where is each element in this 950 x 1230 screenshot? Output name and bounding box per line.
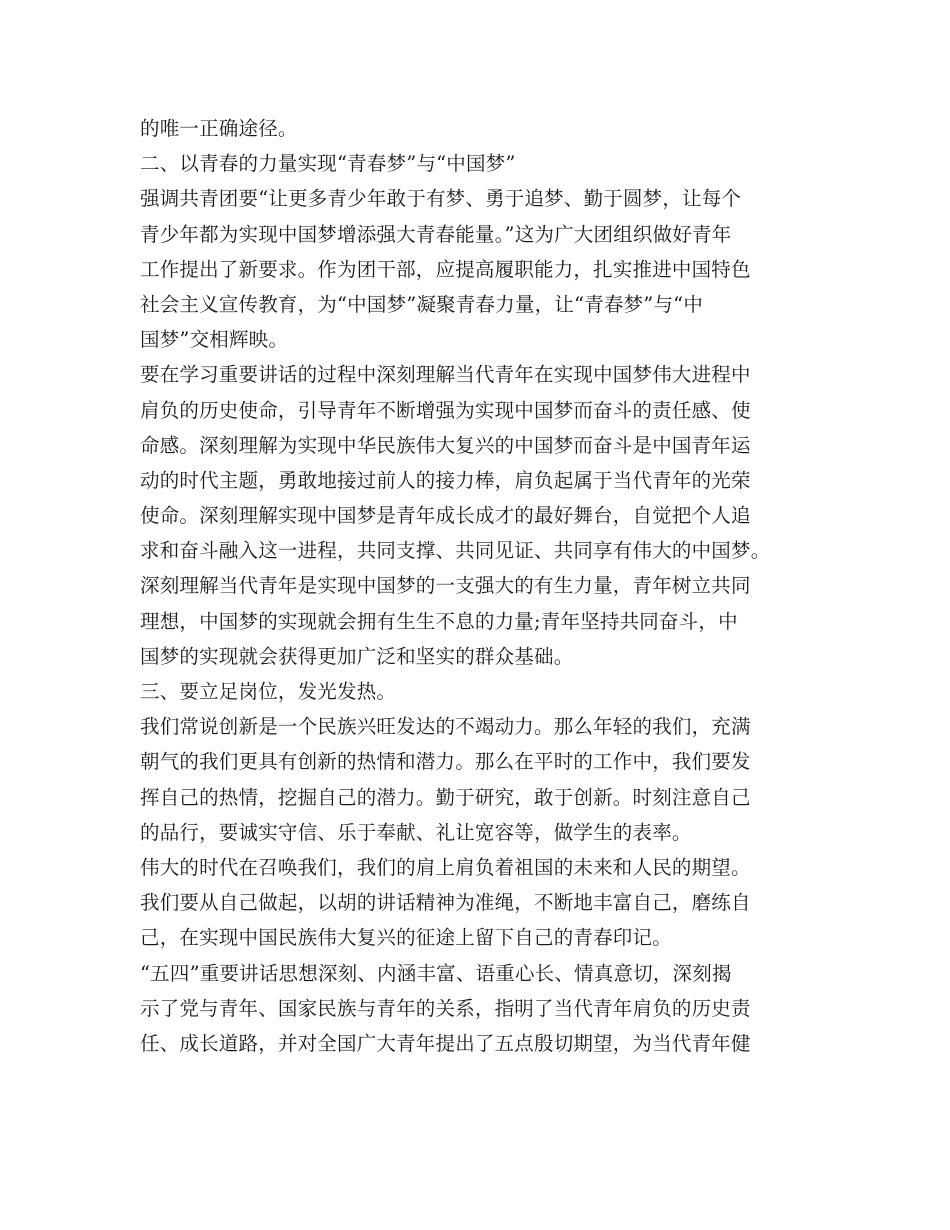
body-text xyxy=(140,111,830,1061)
text-line: 朝气的我们更具有创新的热情和潜力。那么在平时的工作中，我们要发 xyxy=(140,750,751,774)
text-line: 工作提出了新要求。作为团干部，应提高履职能力，扎实推进中国特色 xyxy=(140,257,751,281)
text-line: 动的时代主题，勇敢地接过前人的接力棒，肩负起属于当代青年的光荣 xyxy=(140,468,751,492)
text-line: 要在学习重要讲话的过程中深刻理解当代青年在实现中国梦伟大进程中 xyxy=(140,363,751,387)
text-line: 国梦”交相辉映。 xyxy=(140,328,289,352)
text-line: 深刻理解当代青年是实现中国梦的一支强大的有生力量，青年树立共同 xyxy=(140,574,751,598)
text-line: 的唯一正确途径。 xyxy=(140,117,298,140)
text-line: 示了党与青年、国家民族与青年的关系，指明了当代青年肩负的历史责 xyxy=(140,996,751,1020)
text-line: 我们常说创新是一个民族兴旺发达的不竭动力。那么年轻的我们，充满 xyxy=(140,715,751,739)
text-line: 己，在实现中国民族伟大复兴的征途上留下自己的青春印记。 xyxy=(140,926,672,950)
text-line: 命感。深刻理解为实现中华民族伟大复兴的中国梦而奋斗是中国青年运 xyxy=(140,433,751,457)
text-line: 强调共青团要“让更多青少年敢于有梦、勇于追梦、勤于圆梦，让每个 xyxy=(140,187,742,211)
text-line: 国梦的实现就会获得更加广泛和坚实的群众基础。 xyxy=(140,644,574,668)
text-line: “五四”重要讲话思想深刻、内涵丰富、语重心长、情真意切，深刻揭 xyxy=(140,961,732,985)
text-line: 的品行，要诚实守信、乐于奉献、礼让宽容等，做学生的表率。 xyxy=(140,820,692,844)
section-heading: 三、要立足岗位，发光发热。 xyxy=(140,680,397,703)
section-heading: 二、以青春的力量实现“青春梦”与“中国梦” xyxy=(140,152,516,176)
text-line: 挥自己的热情，挖掘自己的潜力。勤于研究，敢于创新。时刻注意自己 xyxy=(140,785,751,809)
text-line: 我们要从自己做起，以胡的讲话精神为准绳，不断地丰富自己，磨练自 xyxy=(140,891,751,915)
text-line: 理想，中国梦的实现就会拥有生生不息的力量;青年坚持共同奋斗，中 xyxy=(140,609,738,633)
text-line: 使命。深刻理解实现中国梦是青年成长成才的最好舞台，自觉把个人追 xyxy=(140,504,751,528)
text-line: 社会主义宣传教育，为“中国梦”凝聚青春力量，让“青春梦”与“中 xyxy=(140,292,704,316)
text-line: 肩负的历史使命，引导青年不断增强为实现中国梦而奋斗的责任感、使 xyxy=(140,398,751,422)
text-line: 伟大的时代在召唤我们，我们的肩上肩负着祖国的未来和人民的期望。 xyxy=(140,855,751,879)
text-line: 求和奋斗融入这一进程，共同支撑、共同见证、共同享有伟大的中国梦。 xyxy=(140,539,771,563)
text-line: 任、成长道路，并对全国广大青年提出了五点殷切期望，为当代青年健 xyxy=(140,1031,751,1055)
text-line: 青少年都为实现中国梦增添强大青春能量。”这为广大团组织做好青年 xyxy=(140,222,732,246)
